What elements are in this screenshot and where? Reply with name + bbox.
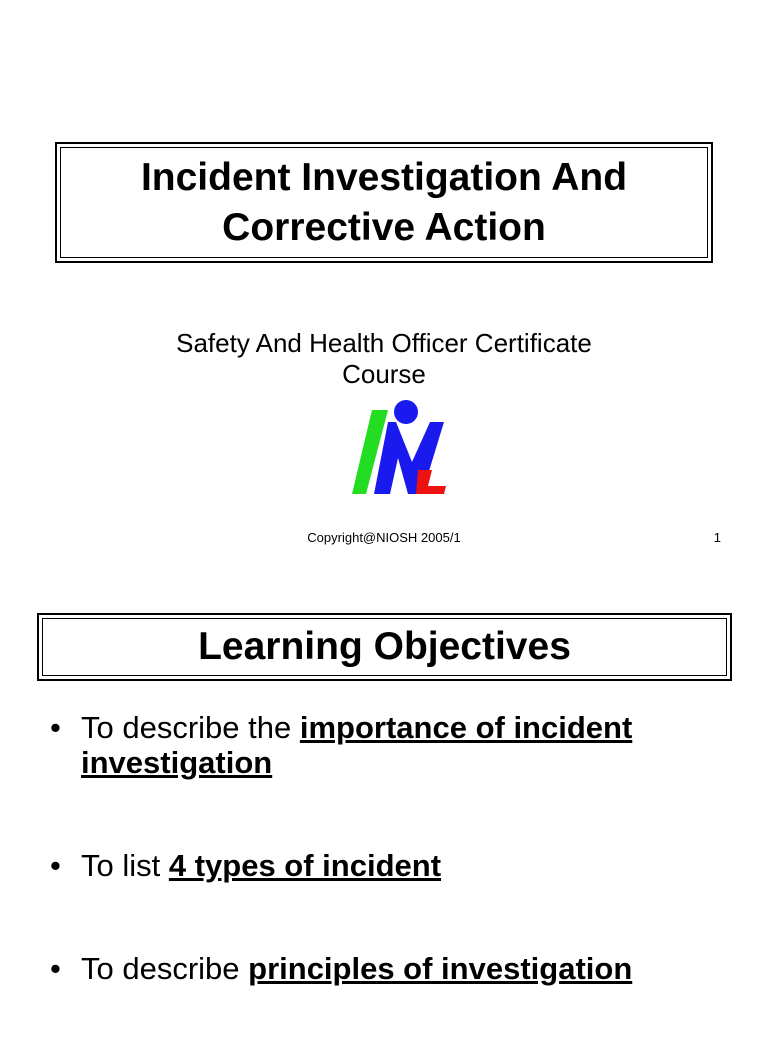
course-subtitle-line-2: Course — [342, 359, 426, 389]
niosh-logo-icon — [350, 398, 450, 498]
objective-prefix: To describe the — [81, 710, 300, 745]
list-item — [50, 848, 730, 883]
page-number: 1 — [713, 530, 721, 545]
bullet-icon: • — [50, 710, 61, 745]
logo-red-foot — [416, 470, 446, 494]
main-title-line-1: Incident Investigation And — [140, 155, 628, 199]
slide-learning-objectives — [0, 590, 768, 1024]
logo-blue-head — [394, 400, 418, 424]
main-title — [141, 153, 627, 253]
objective-prefix: To describe — [81, 951, 249, 986]
course-subtitle-line-1: Safety And Health Officer Certificate — [176, 328, 592, 358]
objective-emphasis: importance of incident investigation — [81, 710, 633, 780]
list-item — [50, 710, 730, 780]
course-subtitle — [0, 328, 768, 390]
section-title: Learning Objectives — [198, 625, 571, 668]
logo-blue-body — [374, 422, 444, 494]
main-title-line-2: Corrective Action — [222, 205, 546, 249]
title-frame — [55, 142, 713, 263]
objective-prefix: To list — [81, 848, 169, 883]
list-item — [50, 951, 730, 986]
objective-emphasis: principles of investigation — [248, 951, 633, 986]
section-title-frame — [37, 613, 732, 681]
objective-emphasis: 4 types of incident — [168, 848, 442, 883]
copyright-text: Copyright@NIOSH 2005/1 — [307, 530, 461, 545]
objectives-list — [50, 710, 730, 1054]
bullet-icon: • — [50, 848, 61, 883]
bullet-icon: • — [50, 951, 61, 986]
